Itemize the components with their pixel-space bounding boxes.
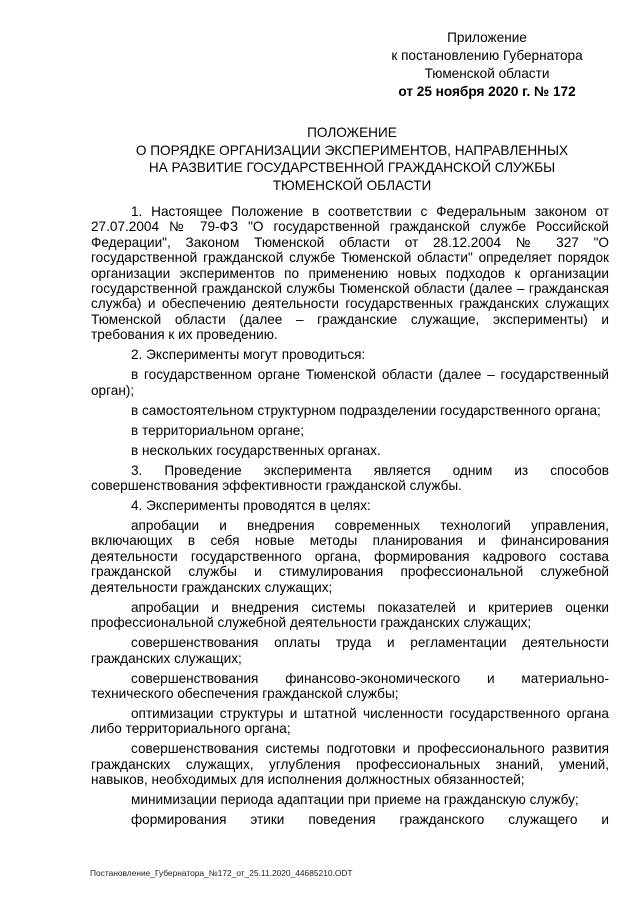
paragraph-15: минимизации периода адаптации при приеме на гражданскую службу; xyxy=(131,792,579,808)
title-line-2: О ПОРЯДКЕ ОРГАНИЗАЦИИ ЭКСПЕРИМЕНТОВ, НАПРАВЛЕННЫХ xyxy=(135,142,569,158)
paragraph-10: апробации и внедрения системы показателей и критериев оценки профессиональной служебной деятельности гражданских служащих; xyxy=(91,599,609,631)
document-body xyxy=(91,204,609,828)
appendix-label: Приложение xyxy=(447,30,527,45)
appendix-resolution-ref: к постановлению Губернатора xyxy=(391,48,583,63)
paragraph-8: 4. Эксперименты проводятся в целях: xyxy=(131,498,371,514)
title-line-3: НА РАЗВИТИЕ ГОСУДАРСТВЕННОЙ ГРАЖДАНСКОЙ СЛУЖБЫ xyxy=(148,160,556,175)
paragraph-14: совершенствования системы подготовки и профессионального развития гражданских служащих, углубления профессиональных знаний, умений, навыков, необходимых для исполнения должностных обязанностей; xyxy=(91,741,609,788)
paragraph-4: в самостоятельном структурном подразделении государственного органа; xyxy=(131,402,601,418)
title-line-4: ТЮМЕНСКОЙ ОБЛАСТИ xyxy=(272,177,432,193)
paragraph-6: в нескольких государственных органах. xyxy=(131,442,381,458)
paragraph-13: оптимизации структуры и штатной численности государственного органа либо территориального органа; xyxy=(91,705,609,737)
paragraph-2: 2. Эксперименты могут проводиться: xyxy=(131,347,366,363)
paragraph-5: в территориальном органе; xyxy=(131,422,305,438)
paragraph-3: в государственном органе Тюменской области (далее – государственный орган); xyxy=(91,367,609,398)
paragraph-1: 1. Настоящее Положение в соответствии с Федеральным законом от 27.07.2004 № 79-ФЗ "О государственной гражданской службе Российской Федерации", Законом Тюменской области от 28.12.2004 № 327 "О государственной гражданской службе Тюменской области" определяет порядок организации экспериментов по применению новых подходов к организации государственной гражданской службы Тюменской области (далее – гражданская служба) и обеспечению деятельности государственных гражданских служащих Тюменской области (далее – гражданские служащие, эксперименты) и требования к их проведению. xyxy=(91,204,609,343)
document-title xyxy=(92,124,612,194)
title-line-1: ПОЛОЖЕНИЕ xyxy=(307,125,397,140)
paragraph-11: совершенствования оплаты труда и регламентации деятельности гражданских служащих; xyxy=(91,635,609,666)
file-footer: Постановление_Губернатора_№172_от_25.11.2020_44685210.ODT xyxy=(90,868,353,878)
paragraph-7: 3. Проведение эксперимента является одним из способов совершенствования эффективности гражданской службы. xyxy=(91,462,609,494)
paragraph-12: совершенствования финансово-экономического и материально-технического обеспечения гражданской службы; xyxy=(91,670,609,701)
paragraph-9: апробации и внедрения современных технологий управления, включающих в себя новые методы планирования и финансирования деятельности государственного органа, формирования кадрового состава гражданской службы и стимулирования профессиональной служебной деятельности гражданских служащих; xyxy=(91,518,609,595)
appendix-header xyxy=(382,29,592,101)
paragraph-16: формирования этики поведения гражданского служащего и xyxy=(131,812,609,828)
appendix-date-number: от 25 ноября 2020 г. № 172 xyxy=(398,84,576,99)
appendix-region: Тюменской области xyxy=(424,66,550,81)
